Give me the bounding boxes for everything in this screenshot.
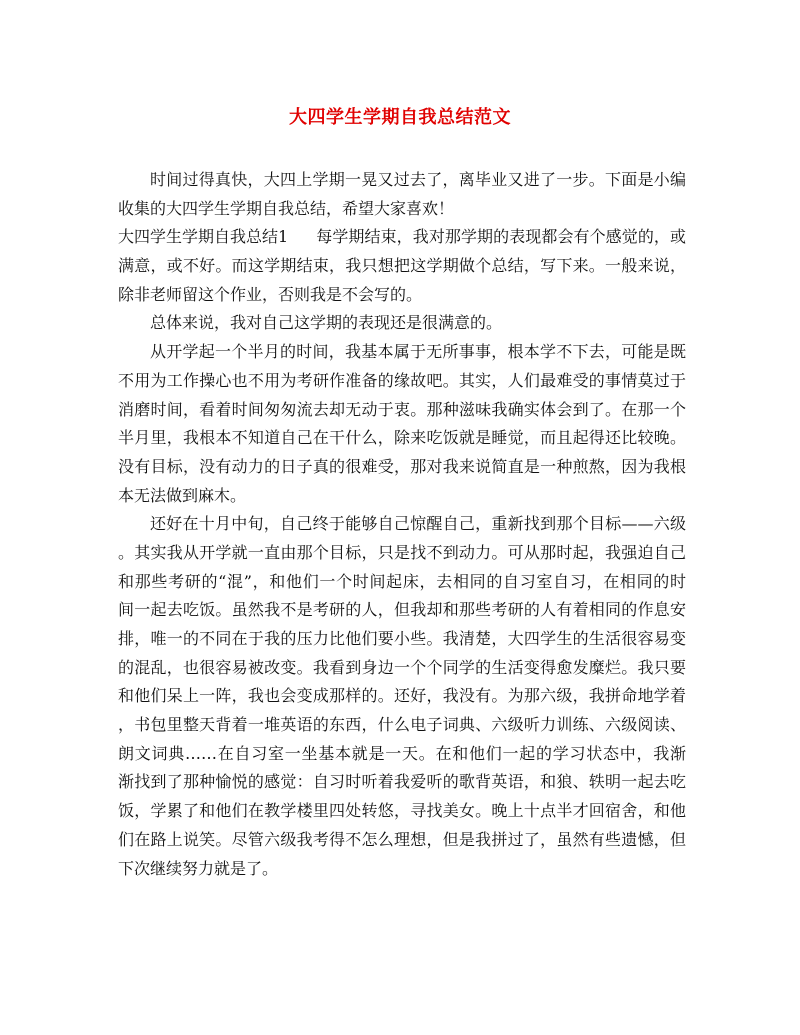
text-line: 每学期结束，我对那学期的表现都会有个感觉的，或 [316, 227, 686, 247]
text-line: 朗文词典……在自习室一坐基本就是一天。在和他们一起的学习状态中，我渐 [118, 743, 686, 763]
section-heading: 大四学生学期自我总结1 [118, 227, 289, 247]
text-line: 和那些考研的“混”，和他们一个时间起床，去相同的自习室自习，在相同的时 [118, 571, 686, 591]
text-line: 和他们呆上一阵，我也会变成那样的。还好，我没有。为那六级，我拼命地学着 [118, 686, 686, 706]
document-body [118, 166, 686, 883]
text-line: 收集的大四学生学期自我总结，希望大家喜欢！ [118, 198, 455, 218]
text-line: 从开学起一个半月的时间，我基本属于无所事事，根本学不下去，可能是既 [150, 342, 686, 362]
text-line: 总体来说，我对自己这学期的表现还是很满意的。 [150, 313, 503, 333]
text-line: 不用为工作操心也不用为考研作准备的缘故吧。其实，人们最难受的事情莫过于 [118, 370, 686, 390]
text-line: ，书包里整天背着一堆英语的东西，什么电子词典、六级听力训练、六级阅读、 [118, 715, 686, 735]
text-line: 时间过得真快，大四上学期一晃又过去了，离毕业又进了一步。下面是小编 [150, 170, 686, 189]
text-line: 还好在十月中旬，自己终于能够自己惊醒自己，重新找到那个目标——六级 [150, 514, 686, 534]
text-line: 排，唯一的不同在于我的压力比他们要小些。我清楚，大四学生的生活很容易变 [118, 629, 686, 648]
text-line: 消磨时间，看着时间匆匆流去却无动于衷。那种滋味我确实体会到了。在那一个 [118, 399, 686, 419]
text-line: 们在路上说笑。尽管六级我考得不怎么理想，但是我拼过了，虽然有些遗憾，但 [118, 829, 686, 849]
text-line: 间一起去吃饭。虽然我不是考研的人，但我却和那些考研的人有着相同的作息安 [118, 600, 686, 620]
text-line: 满意，或不好。而这学期结束，我只想把这学期做个总结，写下来。一般来说， [118, 256, 686, 276]
text-line: 下次继续努力就是了。 [118, 858, 279, 878]
text-line-with-heading [118, 223, 686, 252]
text-line: 。其实我从开学就一直由那个目标，只是找不到动力。可从那时起，我强迫自己 [118, 542, 686, 562]
text-line: 饭，学累了和他们在教学楼里四处转悠，寻找美女。晚上十点半才回宿舍，和他 [118, 801, 686, 821]
document-title: 大四学生学期自我总结范文 [289, 107, 511, 128]
text-line: 的混乱，也很容易被改变。我看到身边一个个同学的生活变得愈发糜烂。我只要 [118, 657, 686, 677]
text-line: 半月里，我根本不知道自己在干什么，除来吃饭就是睡觉，而且起得还比较晚。 [118, 428, 686, 448]
text-line: 除非老师留这个作业，否则我是不会写的。 [118, 284, 423, 304]
text-line: 没有目标，没有动力的日子真的很难受，那对我来说简直是一种煎熬，因为我根 [118, 456, 686, 476]
text-line: 本无法做到麻木。 [118, 485, 247, 505]
text-line: 渐找到了那种愉悦的感觉：自习时听着我爱听的歌背英语，和狼、轶明一起去吃 [118, 772, 686, 792]
